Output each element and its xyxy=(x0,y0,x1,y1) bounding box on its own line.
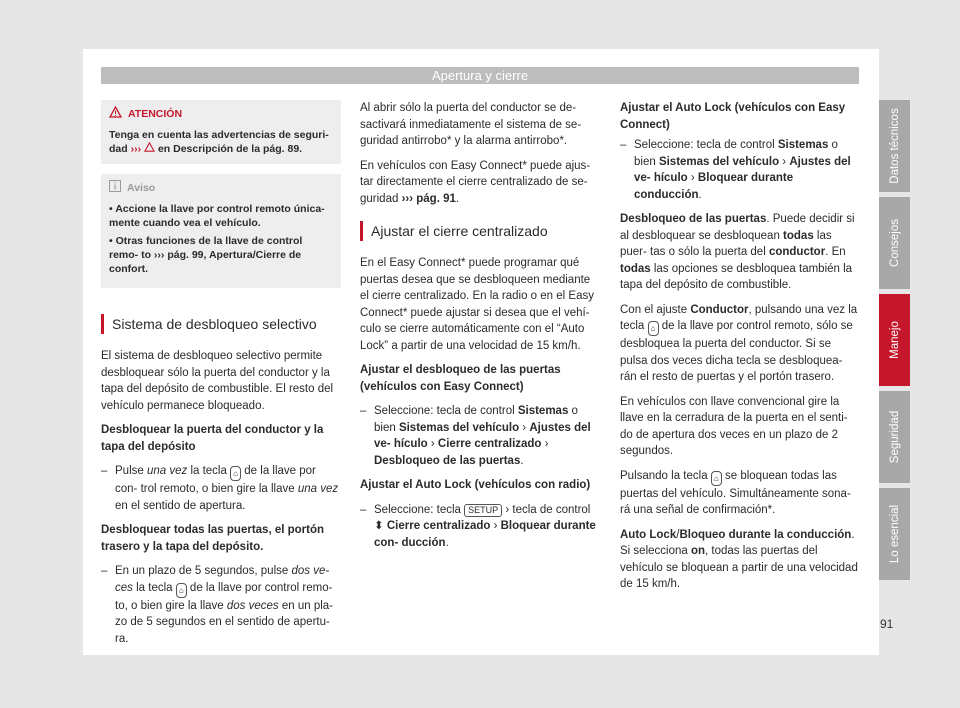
paragraph: En vehículos con llave convencional gire la llave en la cerradura de la puerta en el senti- do de apertura dos veces en un plazo de 2 segundos. xyxy=(620,395,848,457)
unlock-key-icon: ⌂ xyxy=(176,583,187,598)
note-box xyxy=(101,174,341,288)
warning-link[interactable]: en Descripción de la pág. 89. xyxy=(157,143,303,155)
paragraph: Desbloqueo de las puertas. Puede decidir si al desbloquear se desbloquean todas las puer- tas o sólo la puerta del conductor. En todas las opciones se desbloquea también la tapa del depósito de combustible. xyxy=(620,213,855,291)
note-item: • Otras funciones de la llave de control remo- to ››› pág. 99, Apertura/Cierre de confort. xyxy=(109,235,303,275)
warning-title: ATENCIÓN xyxy=(128,108,183,120)
paragraph: Con el ajuste Conductor, pulsando una vez la tecla ⌂ de la llave por control remoto, sólo se desbloquea la puerta del conductor. Si se pulsa dos veces dicha tecla se desbloquea- rán el resto de puertas y el portón trasero. xyxy=(620,303,858,383)
page-number: 91 xyxy=(880,617,894,631)
subheading: Ajustar el Auto Lock (vehículos con radio) xyxy=(360,479,591,491)
subheading: Ajustar el Auto Lock (vehículos con Easy Connect) xyxy=(620,102,846,131)
up-down-arrows-icon: ⬍ xyxy=(374,520,384,532)
list-item: – En un plazo de 5 segundos, pulse dos ve- ces la tecla ⌂ de la llave por control remo- to, o bien gire la llave dos veces en un pla- zo de 5 segundos en el sentido de apertu- ra. xyxy=(101,565,334,645)
page-header: Apertura y cierre xyxy=(101,67,859,84)
section-title: Ajustar el cierre centralizado xyxy=(360,221,600,241)
warning-triangle-icon xyxy=(144,142,155,152)
page-link[interactable]: ››› pág. 91 xyxy=(401,192,456,205)
lock-key-icon: ⌂ xyxy=(711,471,722,486)
paragraph: El sistema de desbloqueo selectivo permite desbloquear sólo la puerta del conductor y la tapa del depósito de combustible. El resto del vehículo permanece bloqueado. xyxy=(101,350,334,412)
info-icon xyxy=(109,180,121,196)
column-right xyxy=(620,100,860,601)
subheading: Desbloquear la puerta del conductor y la tapa del depósito xyxy=(101,424,324,453)
setup-key: SETUP xyxy=(464,504,502,517)
paragraph: En vehículos con Easy Connect* puede ajus- tar directamente el cierre centralizado de se- guridad ››› pág. 91. xyxy=(360,159,591,205)
note-item: • Accione la llave por control remoto única- mente cuando vea el vehículo. xyxy=(109,203,325,229)
list-item: – Seleccione: tecla de control Sistemas o bien Sistemas del vehículo › Ajustes del ve- hículo › Cierre centralizado › Desbloqueo de las puertas. xyxy=(360,405,591,467)
warning-box xyxy=(101,100,341,164)
list-item: – Seleccione: tecla de control Sistemas o bien Sistemas del vehículo › Ajustes del ve- hículo › Bloquear durante conducción. xyxy=(620,139,851,201)
note-title: Aviso xyxy=(127,182,156,194)
paragraph: En el Easy Connect* puede programar qué puertas desea que se desbloqueen mediante el cierre centralizado. En la radio o en el Easy Connect* puede ajustar si desea que el vehí- culo se cierre automáticamente con el “Auto Lock” a partir de una velocidad de 15 km/h. xyxy=(360,257,594,352)
section-title: Sistema de desbloqueo selectivo xyxy=(101,314,341,334)
column-middle xyxy=(360,100,600,559)
list-item: – Seleccione: tecla SETUP › tecla de control ⬍ Cierre centralizado › Bloquear durante con- ducción. xyxy=(360,503,596,549)
column-left xyxy=(101,100,341,655)
paragraph: Auto Lock/Bloqueo durante la conducción. Si selecciona on, todas las puertas del vehículo se bloquean a partir de una velocidad de 15 km/h. xyxy=(620,528,858,590)
tab-seguridad[interactable]: Seguridad xyxy=(879,391,910,483)
subheading: Ajustar el desbloqueo de las puertas (vehículos con Easy Connect) xyxy=(360,364,561,393)
tab-consejos[interactable]: Consejos xyxy=(879,197,910,289)
link-arrow[interactable]: ››› xyxy=(130,143,142,155)
subheading: Desbloquear todas las puertas, el portón trasero y la tapa del depósito. xyxy=(101,524,325,553)
warning-text: Tenga en cuenta las advertencias de seguri- dad xyxy=(109,129,329,155)
tab-manejo[interactable]: Manejo xyxy=(879,294,910,386)
tab-datos-tecnicos[interactable]: Datos técnicos xyxy=(879,100,910,192)
paragraph: Pulsando la tecla ⌂ se bloquean todas las puertas del vehículo. Simultáneamente sona- rá una señal de confirmación*. xyxy=(620,469,851,516)
unlock-key-icon: ⌂ xyxy=(648,321,659,336)
tab-lo-esencial[interactable]: Lo esencial xyxy=(879,488,910,580)
list-item: – Pulse una vez la tecla ⌂ de la llave por con- trol remoto, o bien gire la llave una vez en el sentido de apertura. xyxy=(101,465,339,512)
paragraph: Al abrir sólo la puerta del conductor se de- sactivará inmediatamente el sistema de se- guridad antirrobo* y la alarma antirrobo*. xyxy=(360,102,582,147)
warning-triangle-icon xyxy=(109,106,122,122)
unlock-key-icon: ⌂ xyxy=(230,466,241,481)
